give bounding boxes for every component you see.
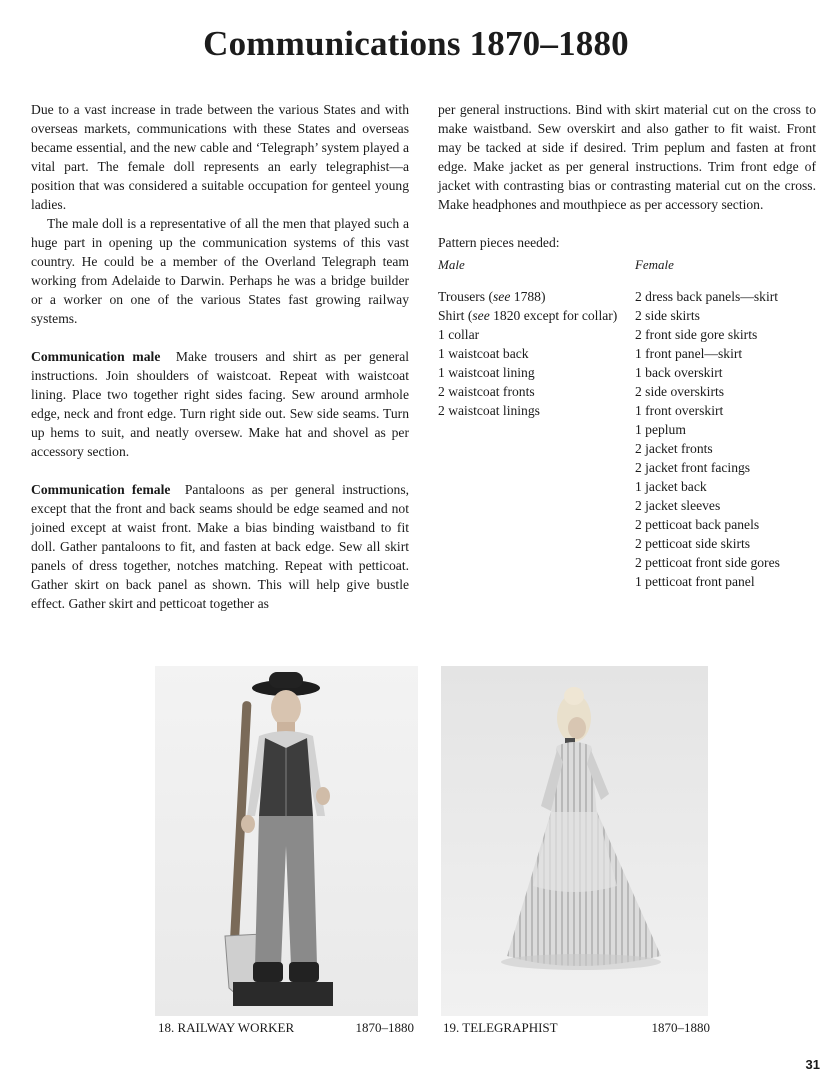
list-item: 2 dress back panels—skirt xyxy=(634,289,779,304)
caption-label: 18. RAILWAY WORKER xyxy=(158,1020,295,1035)
list-item: 1 front panel—skirt xyxy=(634,346,743,361)
female-text-continued: per general instructions. Bind with skirt material cut on the cross to make waistband. Sew overskirt and also gather to fit waist. Front may be tacked at side if desired. Trim peplum and fasten at front edge. Make jacket as per general instructions. Trim front edge of jacket with contrasting bias or contrasting material cut on the cross. Make headphones and mouthpiece as per accessory section. xyxy=(438,102,816,212)
list-item: 2 jacket sleeves xyxy=(634,498,721,513)
intro-paragraph-1: Due to a vast increase in trade between the various States and with overseas markets, communications with these States and overseas became essential, and the new cable and ‘Telegraph’ system played a vital part. The female doll represents an early telegraphist—a position that was considered a suitable occupation for genteel young ladies. xyxy=(31,102,409,212)
list-item: Shirt (see 1820 except for collar) xyxy=(438,308,618,323)
male-instructions xyxy=(31,347,409,461)
list-item: Trousers (see 1788) xyxy=(438,289,546,304)
list-item: 1 back overskirt xyxy=(634,365,723,380)
list-item: 2 waistcoat fronts xyxy=(438,384,535,399)
male-heading: Communication male xyxy=(31,349,161,364)
female-text: Pantaloons as per general instructions, except that the front and back seams should be edge seamed and not joined except at waist front. Make a bias binding waistband to fit doll. Gather pantaloons to fit, and fasten at back edge. Sew all skirt panels of dress together, notches matching. Repeat with petticoat. Gather skirt on back panel as shown. This will help give bustle effect. Gather skirt and petticoat together as xyxy=(31,482,410,611)
list-item: 1 front overskirt xyxy=(634,403,724,418)
telegraphist-figure xyxy=(441,666,708,1016)
male-list-title: Male xyxy=(438,257,465,272)
list-item: 2 jacket fronts xyxy=(634,441,713,456)
list-item: 2 side overskirts xyxy=(634,384,725,399)
intro-paragraph-2: The male doll is a representative of all the men that played such a huge part in opening up the communication systems of this vast country. He could be a member of the Overland Telegraph team working from Adelaide to Darwin. Perhaps he was a bridge builder or a worker on one of the various States fast growing railway systems. xyxy=(31,216,409,326)
male-pattern-list xyxy=(438,255,635,591)
caption-date: 1870–1880 xyxy=(355,1020,414,1035)
pattern-heading: Pattern pieces needed: xyxy=(438,235,560,250)
pattern-lists xyxy=(438,255,816,591)
list-item: 1 peplum xyxy=(634,422,686,437)
female-instructions xyxy=(31,480,409,613)
page-number: 31 xyxy=(805,1057,820,1072)
right-column xyxy=(438,100,816,591)
list-item: 1 collar xyxy=(438,327,480,342)
list-item: 1 petticoat front panel xyxy=(634,574,755,589)
list-item: 2 side skirts xyxy=(634,308,700,323)
female-pattern-list xyxy=(635,255,816,591)
caption-date: 1870–1880 xyxy=(651,1020,710,1035)
telegraphist-caption xyxy=(443,1020,710,1036)
list-item: 2 petticoat back panels xyxy=(634,517,760,532)
telegraphist-photo xyxy=(441,666,708,1016)
railway-worker-figure xyxy=(155,666,418,1016)
female-list-title: Female xyxy=(634,257,674,272)
male-text: Make trousers and shirt as per general instructions. Join shoulders of waistcoat. Repeat with waistcoat lining. Place two together right sides facing. Sew around armhole edge, neck and front edge. Turn right side out. Sew side seams. Turn up hems to suit, and neatly oversew. Make hat and shovel as per accessory section. xyxy=(31,349,409,459)
list-item: 1 waistcoat lining xyxy=(438,365,535,380)
left-column xyxy=(31,100,409,613)
list-item: 1 jacket back xyxy=(634,479,707,494)
railway-worker-caption xyxy=(158,1020,414,1036)
list-item: 2 jacket front facings xyxy=(634,460,751,475)
list-item: 2 petticoat front side gores xyxy=(634,555,780,570)
caption-label: 19. TELEGRAPHIST xyxy=(443,1020,558,1035)
female-heading: Communication female xyxy=(31,482,171,497)
railway-worker-photo xyxy=(155,666,418,1016)
list-item: 2 petticoat side skirts xyxy=(634,536,751,551)
list-item: 1 waistcoat back xyxy=(438,346,529,361)
list-item: 2 waistcoat linings xyxy=(438,403,540,418)
page-title: Communications 1870–1880 xyxy=(203,24,629,63)
list-item: 2 front side gore skirts xyxy=(634,327,758,342)
